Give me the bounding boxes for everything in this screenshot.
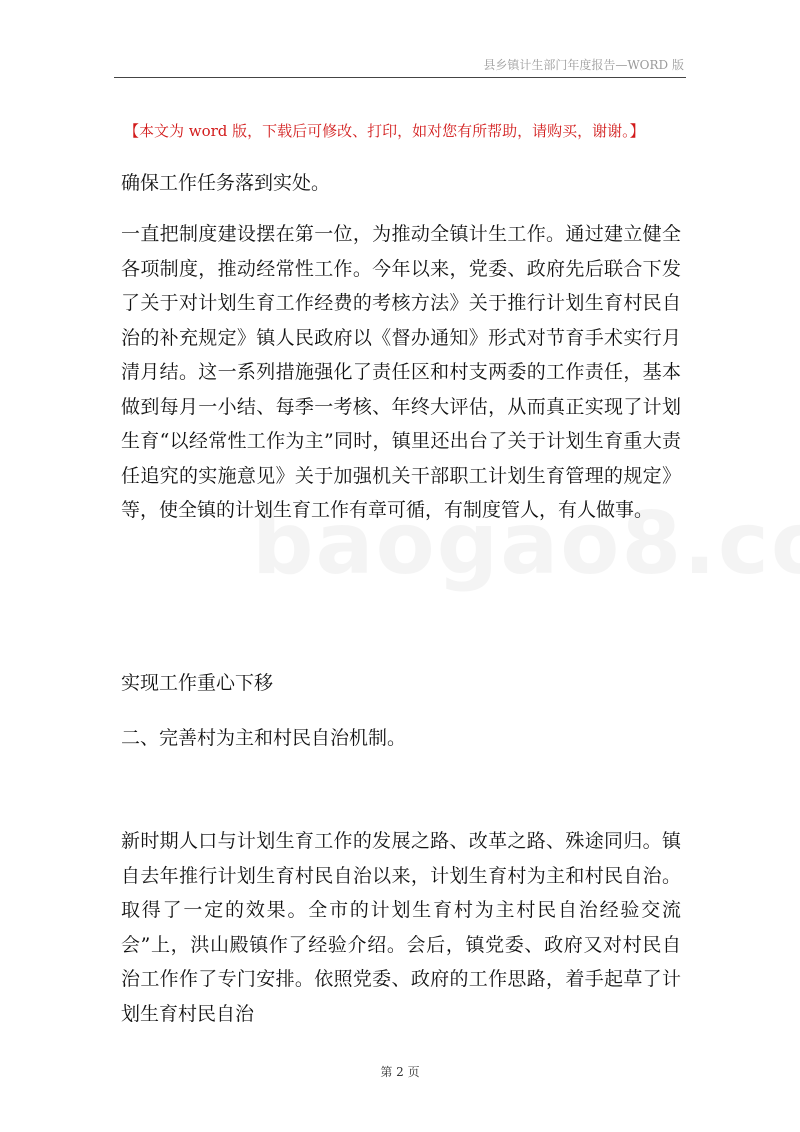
paragraph-2: 一直把制度建设摆在第一位，为推动全镇计生工作。通过建立健全各项制度，推动经常性工作。今年以来，党委、政府先后联合下发了关于对计划生育工作经费的考核方法》关于推行计划生育村民自治的补充规定》镇人民政府以《督办通知》形式对节育手术实行月清月结。这一系列措施强化了责任区和村支两委的工作责任，基本做到每月一小结、每季一考核、年终大评估，从而真正实现了计划生育“以经常性工作为主”同时，镇里还出台了关于计划生育重大责任追究的实施意见》关于加强机关干部职工计划生育管理的规定》等，使全镇的计划生育工作有章可循，有制度管人，有人做事。 xyxy=(121,223,681,521)
header-title: 县乡镇计生部门年度报告—WORD 版 xyxy=(483,58,684,72)
paragraph-3: 新时期人口与计划生育工作的发展之路、改革之路、殊途同归。镇自去年推行计划生育村民自治以来，计划生育村为主和村民自治。取得了一定的效果。全市的计划生育村为主村民自治经验交流会”上，洪山殿镇作了经验介绍。会后，镇党委、政府又对村民自治工作作了专门安排。依照党委、政府的工作思路，着手起草了计划生育村民自治 xyxy=(121,830,681,1025)
purchase-notice: 【本文为 word 版，下载后可修改、打印，如对您有所帮助，请购买，谢谢。】 xyxy=(124,122,645,140)
section-heading-1: 实现工作重心下移 xyxy=(121,672,274,694)
page-number: 第 2 页 xyxy=(380,1065,420,1079)
paragraph-1: 确保工作任务落到实处。 xyxy=(121,172,331,194)
section-heading-2: 二、完善村为主和村民自治机制。 xyxy=(121,727,407,749)
header-divider xyxy=(114,77,686,78)
